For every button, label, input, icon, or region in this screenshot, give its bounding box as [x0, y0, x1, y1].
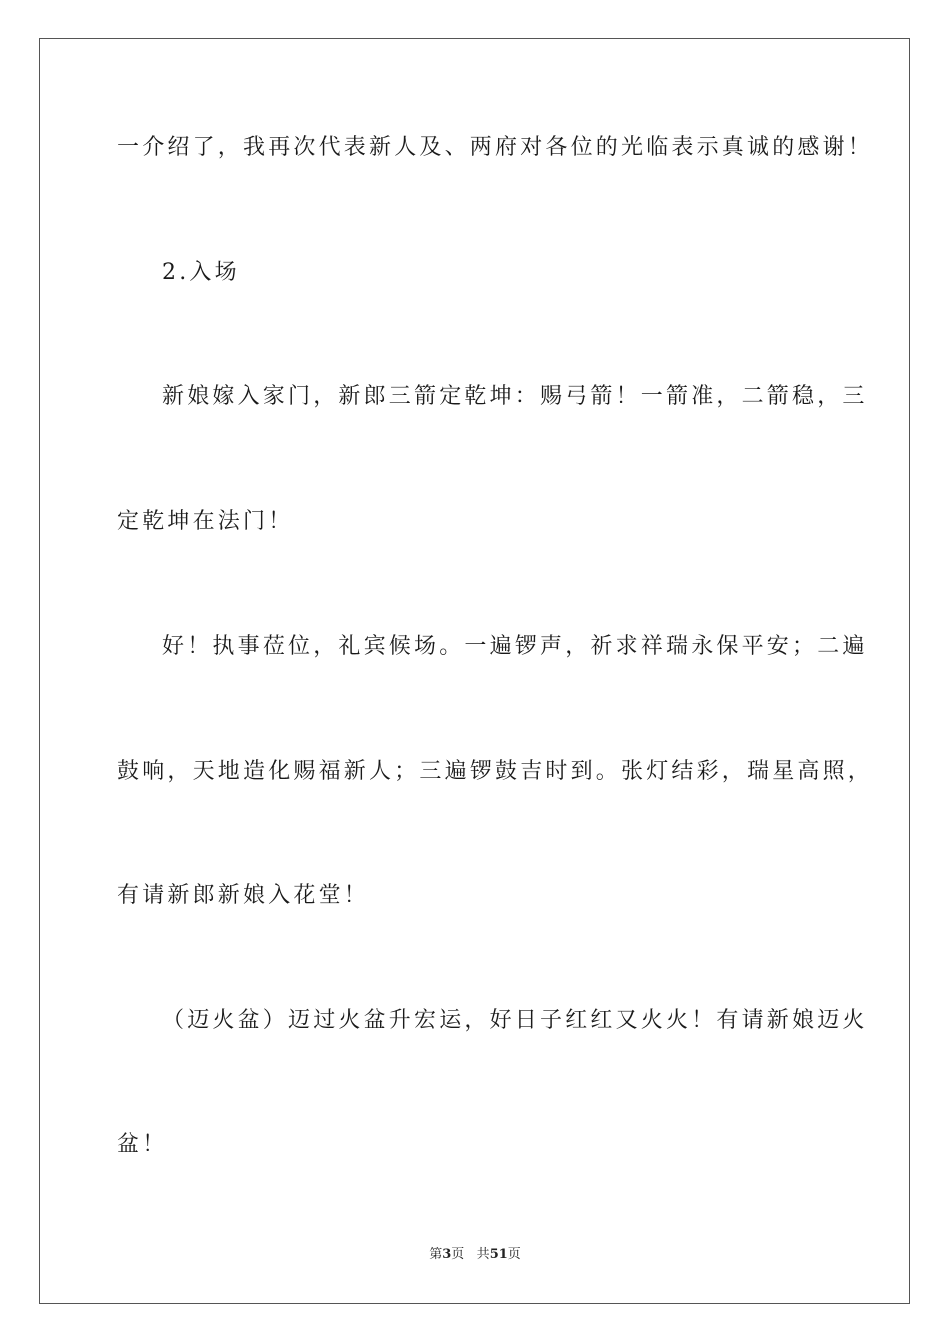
- footer-page-suffix: 页: [451, 1247, 465, 1262]
- footer-total-prefix: 共: [476, 1247, 490, 1262]
- paragraph-line: （迈火盆）迈过火盆升宏运，好日子红红又火火！有请新娘迈火: [162, 1008, 868, 1033]
- page-frame: [39, 38, 910, 1304]
- paragraph-line: 好！执事莅位，礼宾候场。一遍锣声，祈求祥瑞永保平安；二遍: [162, 634, 868, 659]
- footer-prefix: 第: [429, 1247, 443, 1262]
- paragraph-line: 定乾坤在法门！: [117, 509, 294, 534]
- total-pages-number: 51: [489, 1247, 508, 1262]
- paragraph-line: 鼓响，天地造化赐福新人；三遍锣鼓吉时到。张灯结彩，瑞星高照，: [117, 759, 874, 784]
- paragraph-line: 新娘嫁入家门，新郎三箭定乾坤：赐弓箭！一箭准，二箭稳，三: [162, 384, 868, 409]
- current-page-number: 3: [442, 1247, 452, 1262]
- section-heading: 2.入场: [162, 260, 240, 285]
- page-footer: [0, 1246, 950, 1264]
- paragraph-line: 一介绍了，我再次代表新人及、两府对各位的光临表示真诚的感谢！: [117, 135, 874, 160]
- paragraph-line: 有请新郎新娘入花堂！: [117, 883, 370, 908]
- footer-total-suffix: 页: [507, 1247, 521, 1262]
- paragraph-line: 盆！: [117, 1132, 168, 1157]
